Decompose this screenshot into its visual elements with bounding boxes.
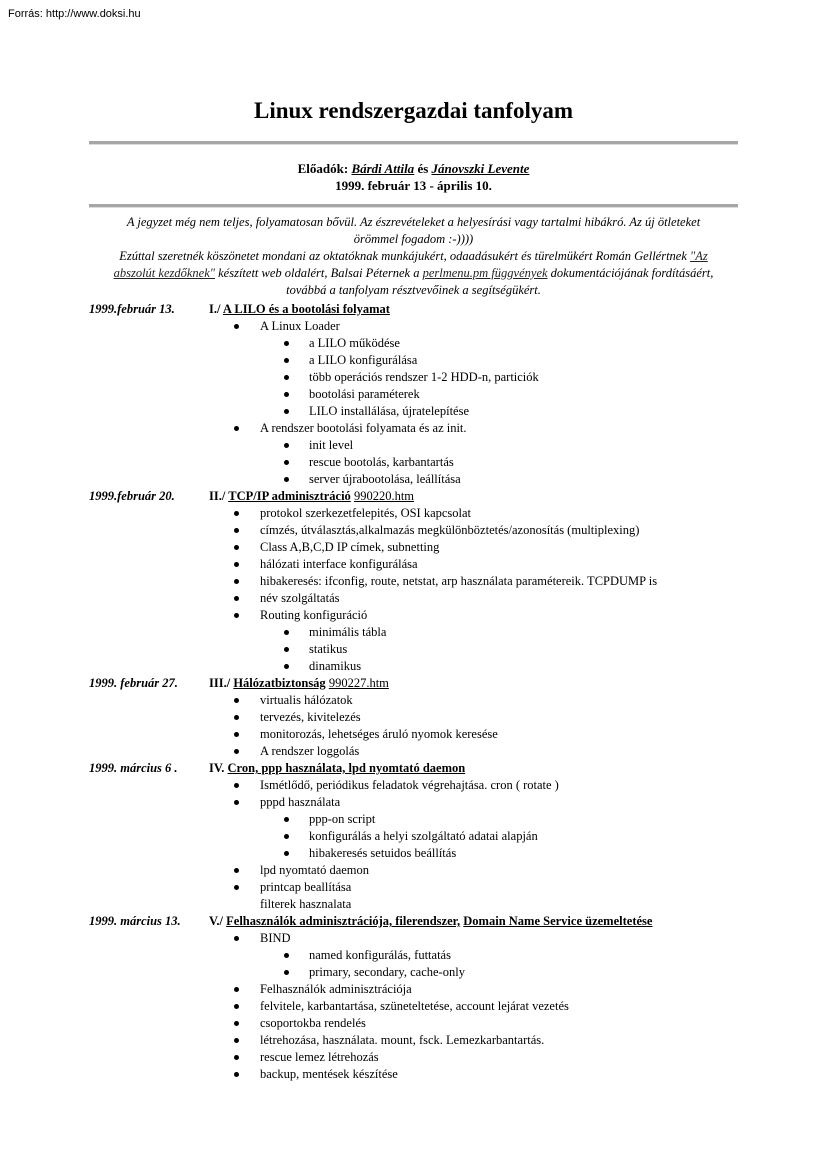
- schedule-line: [0, 590, 827, 607]
- session-date: 1999. február 27.: [89, 676, 178, 690]
- topic-text: tervezés, kivitelezés: [260, 710, 361, 724]
- bullet-icon: [234, 885, 239, 890]
- schedule-line: [0, 1066, 827, 1083]
- session-header: [0, 913, 827, 930]
- bullet-icon: [234, 1038, 239, 1043]
- bullet-icon: [234, 426, 239, 431]
- bullet-icon: [234, 562, 239, 567]
- schedule-line: [0, 794, 827, 811]
- schedule-line: [0, 1032, 827, 1049]
- note-text-1: A jegyzet még nem teljes, folyamatosan bővül. Az észrevételeket a helyesírási vagy tartalmi hibákró. Az új ötleteket örömmel fogadom :-)))): [126, 215, 701, 246]
- divider-top: [89, 141, 738, 145]
- schedule-line: [0, 743, 827, 760]
- subtopic-text: LILO installálása, újratelepítése: [309, 404, 470, 418]
- topic-item: [260, 539, 439, 556]
- topic-item: [260, 556, 418, 573]
- bullet-icon: [284, 817, 289, 822]
- bullet-icon: [234, 783, 239, 788]
- schedule-line: [0, 896, 827, 913]
- topic-text: Ismétlődő, periódikus feladatok végrehajtása. cron ( rotate ): [260, 778, 559, 792]
- schedule-line: [0, 437, 827, 454]
- topic-item: [260, 930, 291, 947]
- bullet-icon: [284, 664, 289, 669]
- topic-text: csoportokba rendelés: [260, 1016, 366, 1030]
- note-text-3: készített web oldalért, Balsai Péternek a: [215, 266, 423, 280]
- schedule-line: [0, 318, 827, 335]
- schedule-line: [0, 539, 827, 556]
- session-date: 1999. március 13.: [89, 914, 181, 928]
- subtopic-text: dinamikus: [309, 659, 362, 673]
- schedule-line: [0, 998, 827, 1015]
- topic-item: [260, 1032, 544, 1049]
- session-heading: [209, 488, 414, 505]
- subtopic-text: hibakeresés setuidos beállítás: [309, 846, 457, 860]
- page-title: Linux rendszergazdai tanfolyam: [253, 98, 574, 123]
- subtopic-item: [309, 335, 400, 352]
- topic-text: rescue lemez létrehozás: [260, 1050, 379, 1064]
- session-title-link[interactable]: Cron, ppp használata, lpd nyomtató daemon: [227, 761, 466, 775]
- topic-item: [260, 777, 559, 794]
- subtopic-text: a LILO konfigurálása: [309, 353, 418, 367]
- topic-text: létrehozása, használata. mount, fsck. Lemezkarbantartás.: [260, 1033, 545, 1047]
- topic-item: [260, 794, 340, 811]
- topic-text: A Linux Loader: [260, 319, 340, 333]
- topic-text: lpd nyomtató daemon: [260, 863, 370, 877]
- bullet-icon: [234, 936, 239, 941]
- session-number: III./: [209, 676, 231, 690]
- topic-item: [260, 590, 340, 607]
- bullet-icon: [284, 358, 289, 363]
- schedule-line: [0, 658, 827, 675]
- subtopic-item: [309, 641, 347, 658]
- bullet-icon: [234, 1055, 239, 1060]
- session-date: 1999. március 6 .: [89, 761, 178, 775]
- schedule-line: [0, 981, 827, 998]
- topic-item: [260, 879, 351, 896]
- schedule-line: [0, 420, 827, 437]
- session-date: 1999.február 20.: [89, 489, 175, 503]
- subtopic-item: [309, 471, 461, 488]
- session-number: I./: [209, 302, 221, 316]
- bullet-icon: [234, 732, 239, 737]
- bullet-icon: [284, 953, 289, 958]
- topic-item: [260, 573, 657, 590]
- bullet-icon: [234, 749, 239, 754]
- divider-bottom: [89, 204, 738, 208]
- bullet-icon: [284, 409, 289, 414]
- intro-note: [112, 214, 715, 299]
- subtopic-text: statikus: [309, 642, 348, 656]
- schedule-line: [0, 335, 827, 352]
- session-date: 1999.február 13.: [89, 302, 175, 316]
- bullet-icon: [234, 613, 239, 618]
- bullet-icon: [234, 511, 239, 516]
- presenter-2[interactable]: Jánovszki Levente: [431, 161, 530, 176]
- topic-text: monitorozás, lehetséges áruló nyomok keresése: [260, 727, 498, 741]
- subtopic-item: [309, 845, 456, 862]
- schedule-line: [0, 709, 827, 726]
- subtopic-text: named konfigurálás, futtatás: [309, 948, 451, 962]
- schedule-line: [0, 369, 827, 386]
- session-heading: [209, 301, 390, 318]
- schedule-line: [0, 386, 827, 403]
- session-title-link[interactable]: A LILO és a bootolási folyamat: [222, 302, 390, 316]
- bullet-icon: [284, 630, 289, 635]
- topic-text: Felhasználók adminisztrációja: [260, 982, 412, 996]
- subtopic-text: rescue bootolás, karbantartás: [309, 455, 454, 469]
- subtopic-text: több operációs rendszer 1-2 HDD-n, particiók: [309, 370, 539, 384]
- session-header: [0, 760, 827, 777]
- topic-text: Routing konfiguráció: [260, 608, 368, 622]
- schedule-line: [0, 726, 827, 743]
- note-text-2: Ezúttal szeretnék köszönetet mondani az oktatóknak munkájukért, odaadásukért és türelmükért Román Gellértnek: [119, 249, 691, 263]
- topic-item: [260, 420, 467, 437]
- subtopic-item: [309, 454, 454, 471]
- bullet-icon: [234, 545, 239, 550]
- session-title-link-2[interactable]: Domain Name Service üzemeltetése: [463, 914, 653, 928]
- schedule-line: [0, 352, 827, 369]
- topic-text: printcap beallítása: [260, 880, 352, 894]
- subtopic-item: [309, 624, 386, 641]
- session-number: V./: [209, 914, 224, 928]
- bullet-icon: [284, 970, 289, 975]
- presenter-1[interactable]: Bárdi Attila: [351, 161, 415, 176]
- topic-item: [260, 726, 498, 743]
- topic-item: [260, 862, 369, 879]
- subtopic-text: bootolási paraméterek: [309, 387, 420, 401]
- topic-text: A rendszer bootolási folyamata és az init.: [260, 421, 467, 435]
- session-title-link[interactable]: Felhasználók adminisztrációja, filerendszer,: [226, 914, 461, 928]
- topic-text: A rendszer loggolás: [260, 744, 360, 758]
- subtopic-item: [309, 947, 451, 964]
- topic-text: BIND: [260, 931, 291, 945]
- topic-item: [260, 505, 471, 522]
- topic-text: hálózati interface konfigurálása: [260, 557, 418, 571]
- bullet-icon: [234, 1021, 239, 1026]
- session-heading: [209, 760, 465, 777]
- bullet-icon: [284, 851, 289, 856]
- schedule-line: [0, 845, 827, 862]
- schedule-line: [0, 828, 827, 845]
- bullet-icon: [284, 341, 289, 346]
- topic-text: pppd használata: [260, 795, 341, 809]
- bullet-icon: [234, 715, 239, 720]
- presenters-and: és: [417, 161, 429, 176]
- bullet-icon: [234, 528, 239, 533]
- perlmenu-link[interactable]: perlmenu.pm függvények: [422, 266, 548, 280]
- topic-item: [260, 1066, 398, 1083]
- bullet-icon: [284, 647, 289, 652]
- schedule-line: [0, 522, 827, 539]
- schedule-line: [0, 403, 827, 420]
- subtopic-item: [309, 828, 538, 845]
- subtopic-text: a LILO működése: [309, 336, 400, 350]
- bullet-icon: [234, 1004, 239, 1009]
- bullet-icon: [284, 375, 289, 380]
- schedule-line: [0, 607, 827, 624]
- schedule-line: [0, 811, 827, 828]
- bullet-icon: [234, 579, 239, 584]
- subtopic-text: primary, secondary, cache-only: [309, 965, 465, 979]
- bullet-icon: [234, 987, 239, 992]
- note-text-4: dokumentációjának fordításáért, továbbá a tanfolyam résztvevőinek a segítségükért.: [286, 266, 714, 297]
- bullet-icon: [284, 392, 289, 397]
- schedule-line: [0, 930, 827, 947]
- schedule-line: [0, 879, 827, 896]
- session-title-link[interactable]: TCP/IP adminisztráció: [228, 489, 351, 503]
- schedule-line: [0, 641, 827, 658]
- course-dates: 1999. február 13 - április 10.: [335, 178, 492, 193]
- bullet-icon: [284, 477, 289, 482]
- schedule-line: [0, 624, 827, 641]
- schedule-line: [0, 1049, 827, 1066]
- subtopic-item: [309, 964, 465, 981]
- bullet-icon: [234, 800, 239, 805]
- topic-text: backup, mentések készítése: [260, 1067, 398, 1081]
- topic-item: [260, 998, 569, 1015]
- beginners-link[interactable]: "Az abszolút kezdőknek": [113, 249, 708, 280]
- subtopic-text: konfigurálás a helyi szolgáltató adatai alapján: [309, 829, 538, 843]
- schedule-line: [0, 692, 827, 709]
- session-number: IV.: [209, 761, 225, 775]
- subtopic-item: [309, 437, 353, 454]
- note-paragraph-2: [112, 248, 715, 299]
- session-header: [0, 301, 827, 318]
- session-heading: [209, 913, 652, 930]
- session-file-link[interactable]: 990220.htm: [353, 489, 415, 503]
- schedule-line: [0, 1015, 827, 1032]
- schedule-line: [0, 471, 827, 488]
- session-number: II./: [209, 489, 226, 503]
- session-header: [0, 675, 827, 692]
- topic-item: [260, 318, 340, 335]
- schedule-line: [0, 454, 827, 471]
- schedule: [0, 301, 827, 1083]
- topic-text: Class A,B,C,D IP címek, subnetting: [260, 540, 440, 554]
- topic-text: hibakeresés: ifconfig, route, netstat, arp használata paramétereik. TCPDUMP is: [260, 574, 658, 588]
- subtopic-item: [309, 369, 539, 386]
- subtopic-text: ppp-on script: [309, 812, 376, 826]
- topic-text: címzés, útválasztás,alkalmazás megkülönböztetés/azonosítás (multiplexing): [260, 523, 640, 537]
- topic-item: [260, 522, 639, 539]
- topic-item: [260, 743, 359, 760]
- topic-item: [260, 1015, 366, 1032]
- subtopic-item: [309, 811, 375, 828]
- subtopic-text: minimális tábla: [309, 625, 387, 639]
- topic-text: virtualis hálózatok: [260, 693, 353, 707]
- subtopic-item: [309, 403, 469, 420]
- topic-item: [260, 1049, 379, 1066]
- topic-item: [260, 692, 353, 709]
- bullet-icon: [234, 1072, 239, 1077]
- schedule-line: [0, 964, 827, 981]
- topic-item: [260, 607, 367, 624]
- subtopic-item: [309, 352, 417, 369]
- topic-continuation: filterek hasznalata: [260, 897, 352, 911]
- subtopic-item: [309, 658, 361, 675]
- schedule-line: [0, 777, 827, 794]
- topic-text: felvitele, karbantartása, szüneteltetése, account lejárat vezetés: [260, 999, 569, 1013]
- topic-text: protokol szerkezetfelepités, OSI kapcsolat: [260, 506, 472, 520]
- schedule-line: [0, 947, 827, 964]
- topic-item: [260, 981, 412, 998]
- bullet-icon: [234, 324, 239, 329]
- bullet-icon: [284, 443, 289, 448]
- subtopic-item: [309, 386, 420, 403]
- topic-text: név szolgáltatás: [260, 591, 340, 605]
- subtopic-text: init level: [309, 438, 354, 452]
- schedule-line: [0, 862, 827, 879]
- schedule-line: [0, 505, 827, 522]
- bullet-icon: [234, 596, 239, 601]
- bullet-icon: [284, 834, 289, 839]
- subtopic-text: server újrabootolása, leállítása: [309, 472, 461, 486]
- schedule-line: [0, 573, 827, 590]
- schedule-line: [0, 556, 827, 573]
- bullet-icon: [234, 698, 239, 703]
- presenters-block: [0, 160, 827, 194]
- bullet-icon: [284, 460, 289, 465]
- presenters-label: Előadók:: [297, 161, 349, 176]
- session-title-link[interactable]: Hálózatbiztonság: [233, 676, 326, 690]
- source-line: Forrás: http://www.doksi.hu: [8, 8, 141, 20]
- session-header: [0, 488, 827, 505]
- topic-item: [260, 709, 361, 726]
- bullet-icon: [234, 868, 239, 873]
- session-file-link[interactable]: 990227.htm: [328, 676, 389, 690]
- session-heading: [209, 675, 389, 692]
